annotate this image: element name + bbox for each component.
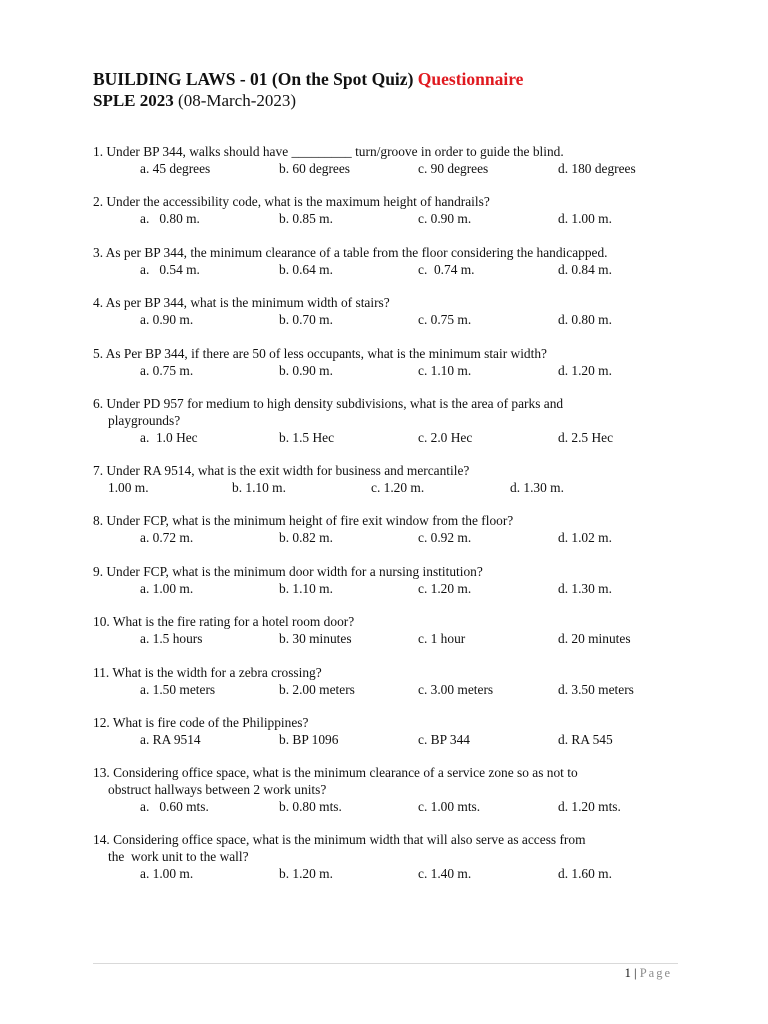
- options-row: [93, 681, 693, 698]
- options-row: [93, 865, 693, 882]
- option-c: c. 1.10 m.: [418, 363, 472, 378]
- option-a: a. 0.72 m.: [140, 530, 194, 545]
- option-d: d. 1.02 m.: [558, 530, 612, 545]
- option-b: b. 0.64 m.: [279, 262, 333, 277]
- question-9: [93, 563, 693, 597]
- options-row: [93, 311, 693, 328]
- option-d: d. 2.5 Hec: [558, 430, 614, 445]
- question-text: 7. Under RA 9514, what is the exit width for business and mercantile?: [93, 463, 470, 478]
- option-b: b. 1.20 m.: [279, 866, 333, 881]
- option-a: a. 1.00 m.: [140, 581, 194, 596]
- question-text-continued: playgrounds?: [108, 413, 181, 428]
- question-text-continued: obstruct hallways between 2 work units?: [108, 782, 327, 797]
- page-label: Page: [639, 966, 672, 980]
- option-a: 1.00 m.: [108, 480, 149, 495]
- option-d: d. 1.20 mts.: [558, 799, 621, 814]
- options-row: [93, 798, 693, 815]
- options-row: [93, 261, 693, 278]
- option-b: b. 0.85 m.: [279, 211, 333, 226]
- option-d: d. 0.84 m.: [558, 262, 612, 277]
- footer-divider: [93, 963, 678, 964]
- option-d: d. 0.80 m.: [558, 312, 612, 327]
- option-a: a. 1.50 meters: [140, 682, 216, 697]
- options-row: [93, 362, 693, 379]
- page-subtitle: [93, 90, 523, 111]
- question-14: [93, 831, 693, 882]
- title-highlight: Questionnaire: [417, 69, 524, 89]
- option-a: a. 0.60 mts.: [140, 799, 209, 814]
- page-footer: [625, 966, 672, 981]
- options-row: [93, 479, 693, 496]
- option-d: d. 1.60 m.: [558, 866, 612, 881]
- option-b: b. 1.10 m.: [232, 480, 286, 495]
- question-text: 13. Considering office space, what is the minimum clearance of a service zone so as not to: [93, 765, 578, 780]
- option-c: c. 0.90 m.: [418, 211, 472, 226]
- options-row: [93, 210, 693, 227]
- options-row: [93, 630, 693, 647]
- option-c: c. 3.00 meters: [418, 682, 494, 697]
- option-b: b. 0.80 mts.: [279, 799, 342, 814]
- option-c: c. 2.0 Hec: [418, 430, 473, 445]
- option-a: a. 45 degrees: [140, 161, 211, 176]
- option-c: c. 1.20 m.: [418, 581, 472, 596]
- question-text: 5. As Per BP 344, if there are 50 of less occupants, what is the minimum stair width?: [93, 346, 547, 361]
- option-a: a. RA 9514: [140, 732, 201, 747]
- question-1: [93, 143, 693, 177]
- question-text-continued: the work unit to the wall?: [108, 849, 249, 864]
- option-b: b. 30 minutes: [279, 631, 352, 646]
- option-c: c. 0.74 m.: [418, 262, 475, 277]
- question-3: [93, 244, 693, 278]
- title-text: BUILDING LAWS - 01 (On the Spot Quiz): [93, 69, 414, 89]
- exam-name: SPLE 2023: [93, 91, 174, 110]
- option-b: b. 2.00 meters: [279, 682, 355, 697]
- option-c: c. 90 degrees: [418, 161, 489, 176]
- option-a: a. 0.54 m.: [140, 262, 200, 277]
- options-row: [93, 529, 693, 546]
- option-a: a. 0.80 m.: [140, 211, 200, 226]
- option-b: b. 0.90 m.: [279, 363, 333, 378]
- option-a: a. 0.75 m.: [140, 363, 194, 378]
- question-12: [93, 714, 693, 748]
- option-d: d. RA 545: [558, 732, 613, 747]
- document-header: [93, 69, 523, 111]
- question-2: [93, 193, 693, 227]
- question-text: 1. Under BP 344, walks should have _________ turn/groove in order to guide the blind.: [93, 144, 564, 159]
- options-row: [93, 429, 693, 446]
- option-a: a. 1.0 Hec: [140, 430, 198, 445]
- question-text: 14. Considering office space, what is the minimum width that will also serve as access from: [93, 832, 586, 847]
- question-10: [93, 613, 693, 647]
- question-text: 6. Under PD 957 for medium to high density subdivisions, what is the area of parks and: [93, 396, 564, 411]
- question-text: 2. Under the accessibility code, what is the maximum height of handrails?: [93, 194, 490, 209]
- question-text: 9. Under FCP, what is the minimum door width for a nursing institution?: [93, 564, 483, 579]
- options-row: [93, 160, 693, 177]
- question-text: 4. As per BP 344, what is the minimum width of stairs?: [93, 295, 390, 310]
- options-row: [93, 731, 693, 748]
- option-c: c. 0.75 m.: [418, 312, 472, 327]
- option-d: d. 1.30 m.: [558, 581, 612, 596]
- option-d: d. 1.30 m.: [510, 480, 564, 495]
- option-c: c. 1.20 m.: [371, 480, 425, 495]
- option-a: a. 1.00 m.: [140, 866, 194, 881]
- option-c: c. 1 hour: [418, 631, 466, 646]
- question-5: [93, 345, 693, 379]
- question-11: [93, 664, 693, 698]
- option-c: c. 0.92 m.: [418, 530, 472, 545]
- option-c: c. 1.00 mts.: [418, 799, 481, 814]
- option-b: b. 60 degrees: [279, 161, 351, 176]
- question-text: 3. As per BP 344, the minimum clearance of a table from the floor considering the handicapped.: [93, 245, 608, 260]
- question-text: 12. What is fire code of the Philippines?: [93, 715, 309, 730]
- option-b: b. 0.70 m.: [279, 312, 333, 327]
- page-number: 1: [624, 966, 631, 980]
- question-4: [93, 294, 693, 328]
- option-b: b. BP 1096: [279, 732, 339, 747]
- page-title: [93, 69, 523, 90]
- options-row: [93, 580, 693, 597]
- option-d: d. 3.50 meters: [558, 682, 634, 697]
- option-b: b. 0.82 m.: [279, 530, 333, 545]
- question-text: 11. What is the width for a zebra crossing?: [93, 665, 322, 680]
- option-c: c. BP 344: [418, 732, 470, 747]
- question-text: 8. Under FCP, what is the minimum height of fire exit window from the floor?: [93, 513, 514, 528]
- exam-date: (08-March-2023): [178, 91, 297, 110]
- option-d: d. 180 degrees: [558, 161, 636, 176]
- option-d: d. 1.00 m.: [558, 211, 612, 226]
- footer-separator: |: [634, 966, 637, 980]
- option-c: c. 1.40 m.: [418, 866, 472, 881]
- question-text: 10. What is the fire rating for a hotel room door?: [93, 614, 355, 629]
- question-7: [93, 462, 693, 496]
- option-a: a. 0.90 m.: [140, 312, 194, 327]
- option-d: d. 1.20 m.: [558, 363, 612, 378]
- question-8: [93, 512, 693, 546]
- question-6: [93, 395, 693, 446]
- option-b: b. 1.5 Hec: [279, 430, 335, 445]
- option-a: a. 1.5 hours: [140, 631, 203, 646]
- question-13: [93, 764, 693, 815]
- option-b: b. 1.10 m.: [279, 581, 333, 596]
- option-d: d. 20 minutes: [558, 631, 631, 646]
